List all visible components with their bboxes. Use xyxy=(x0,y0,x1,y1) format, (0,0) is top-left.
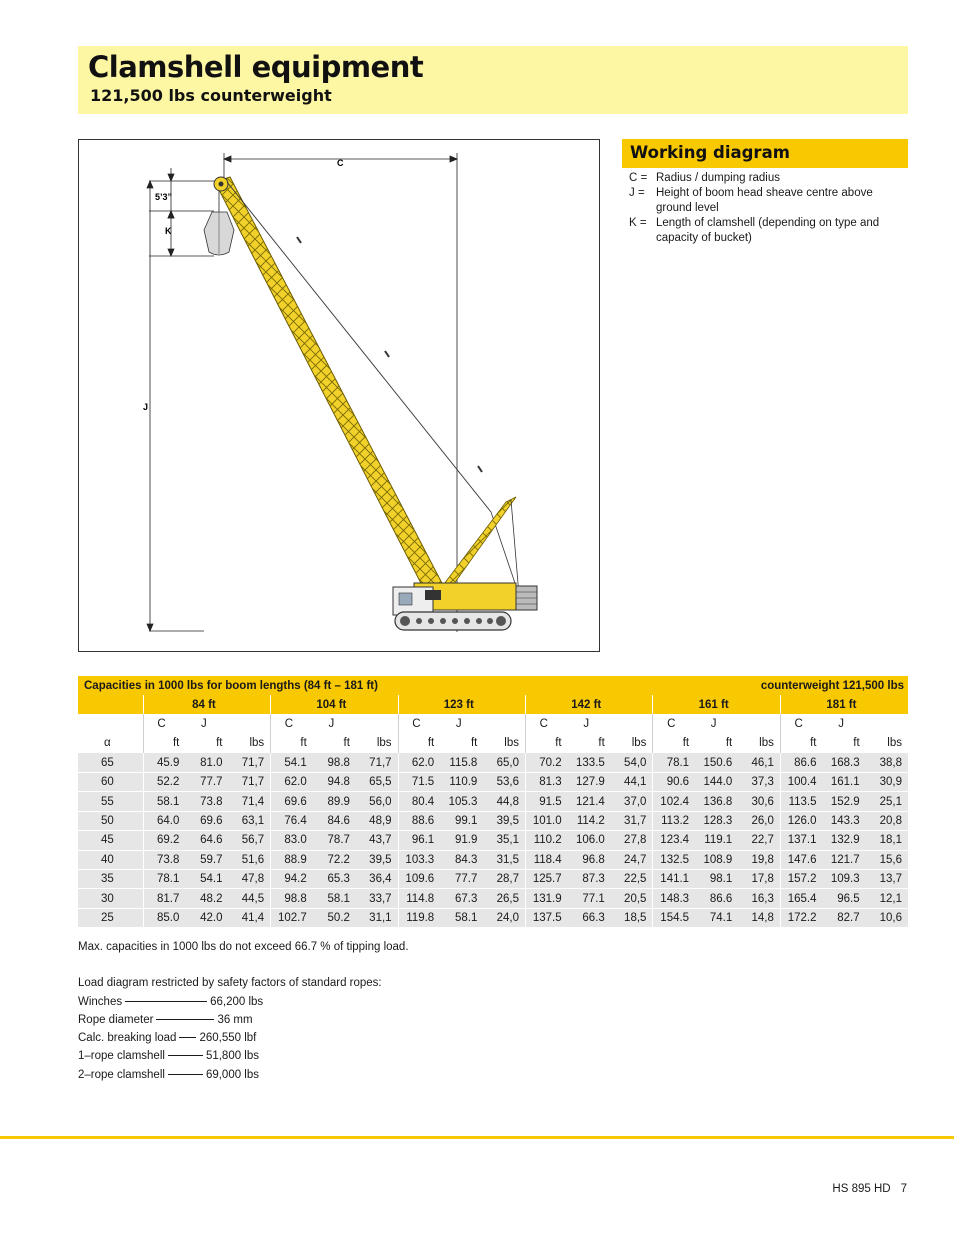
value-cell: 152.9 xyxy=(823,792,866,811)
value-cell: 77.7 xyxy=(185,773,228,792)
value-cell: 121.7 xyxy=(823,850,866,869)
value-cell: 102.7 xyxy=(271,908,313,927)
column-header-row xyxy=(78,714,908,733)
crane-mast xyxy=(441,497,519,595)
value-cell: 18,1 xyxy=(866,831,908,850)
value-cell: 66.3 xyxy=(568,908,611,927)
column-c-header: C xyxy=(143,714,185,733)
unit-header: lbs xyxy=(759,737,774,750)
value-cell: 172.2 xyxy=(780,908,822,927)
value-cell: 86.6 xyxy=(695,889,738,908)
value-cell: 20,8 xyxy=(866,811,908,830)
value-cell: 53,6 xyxy=(483,773,525,792)
spec-label: Rope diameter xyxy=(78,1013,154,1026)
value-cell: 88.9 xyxy=(271,850,313,869)
table-title: Capacities in 1000 lbs for boom lengths (84 ft – 181 ft) xyxy=(78,676,611,695)
value-cell: 67.3 xyxy=(440,889,483,908)
value-cell: 30,9 xyxy=(866,773,908,792)
table-row xyxy=(78,831,908,850)
value-cell: 96.1 xyxy=(398,831,440,850)
value-cell: 105.3 xyxy=(440,792,483,811)
crane-upper-carriage xyxy=(393,583,537,615)
value-cell: 10,6 xyxy=(866,908,908,927)
value-cell: 94.2 xyxy=(271,870,313,889)
value-cell: 56,0 xyxy=(356,792,398,811)
boom-length-header: 104 ft xyxy=(271,695,398,714)
column-j-header: J xyxy=(838,718,844,731)
value-cell: 137.5 xyxy=(525,908,567,927)
value-cell: 81.3 xyxy=(525,773,567,792)
value-cell: 113.5 xyxy=(780,792,822,811)
value-cell: 39,5 xyxy=(356,850,398,869)
value-cell: 128.3 xyxy=(695,811,738,830)
table-row xyxy=(78,811,908,830)
value-cell: 48.2 xyxy=(185,889,228,908)
page-number: 7 xyxy=(900,1183,907,1195)
value-cell: 119.8 xyxy=(398,908,440,927)
alpha-header: α xyxy=(104,737,111,750)
value-cell: 69.2 xyxy=(143,831,185,850)
value-cell: 44,5 xyxy=(229,889,271,908)
value-cell: 54.1 xyxy=(185,870,228,889)
value-cell: 74.1 xyxy=(695,908,738,927)
spec-rope-diameter xyxy=(78,1011,409,1029)
value-cell: 18,5 xyxy=(611,908,653,927)
value-cell: 125.7 xyxy=(525,870,567,889)
unit-header: lbs xyxy=(376,737,392,750)
value-cell: 77.1 xyxy=(568,889,611,908)
table-row xyxy=(78,889,908,908)
column-j-header: J xyxy=(455,718,462,731)
value-cell: 81.0 xyxy=(185,753,228,772)
angle-cell: 60 xyxy=(78,773,143,792)
value-cell: 35,1 xyxy=(483,831,525,850)
value-cell: 62.0 xyxy=(271,773,313,792)
legend-text: Height of boom head sheave centre above ground level xyxy=(656,187,873,214)
angle-cell: 40 xyxy=(78,850,143,869)
value-cell: 78.7 xyxy=(313,831,356,850)
value-cell: 84.3 xyxy=(440,850,483,869)
value-cell: 131.9 xyxy=(525,889,567,908)
value-cell: 85.0 xyxy=(143,908,185,927)
crane-illustration xyxy=(79,140,601,653)
table-title-row xyxy=(78,676,908,695)
value-cell: 110.2 xyxy=(525,831,567,850)
value-cell: 118.4 xyxy=(525,850,567,869)
value-cell: 70.2 xyxy=(525,753,567,772)
clamshell-bucket xyxy=(204,212,234,255)
label-j: J xyxy=(143,402,149,412)
boom-length-header: 181 ft xyxy=(780,695,908,714)
unit-header: ft xyxy=(343,737,350,750)
unit-header: lbs xyxy=(249,737,265,750)
unit-header: lbs xyxy=(887,737,902,750)
spec-label: Winches xyxy=(78,995,123,1008)
value-cell: 46,1 xyxy=(738,753,780,772)
boom-length-header: 142 ft xyxy=(525,695,652,714)
value-cell: 101.0 xyxy=(525,811,567,830)
value-cell: 54.1 xyxy=(271,753,313,772)
value-cell: 20,5 xyxy=(611,889,653,908)
legend-key: J = xyxy=(629,187,645,199)
value-cell: 47,8 xyxy=(229,870,271,889)
value-cell: 113.2 xyxy=(653,811,695,830)
value-cell: 59.7 xyxy=(185,850,228,869)
value-cell: 26,0 xyxy=(738,811,780,830)
table-row xyxy=(78,753,908,772)
value-cell: 96.5 xyxy=(823,889,866,908)
value-cell: 43,7 xyxy=(356,831,398,850)
unit-header: ft xyxy=(470,737,478,750)
legend-text: Radius / dumping radius xyxy=(656,172,781,184)
value-cell: 24,0 xyxy=(483,908,525,927)
value-cell: 50.2 xyxy=(313,908,356,927)
table-row xyxy=(78,870,908,889)
value-cell: 102.4 xyxy=(653,792,695,811)
title-banner xyxy=(78,46,908,114)
spec-value: 66,200 lbs xyxy=(210,995,264,1008)
angle-cell: 30 xyxy=(78,889,143,908)
label-offset: 5’3” xyxy=(155,192,173,202)
max-capacity-note: Max. capacities in 1000 lbs do not exceed 66.7 % of tipping load. xyxy=(78,941,409,953)
column-c-header: C xyxy=(271,714,313,733)
value-cell: 114.2 xyxy=(568,811,611,830)
value-cell: 98.8 xyxy=(271,889,313,908)
spec-1-rope-clamshell xyxy=(78,1047,409,1065)
value-cell: 98.8 xyxy=(313,753,356,772)
value-cell: 91.9 xyxy=(440,831,483,850)
legend-text: Length of clamshell (depending on type and capacity of bucket) xyxy=(656,217,880,244)
spec-label: 1–rope clamshell xyxy=(78,1050,165,1063)
value-cell: 65.3 xyxy=(313,870,356,889)
value-cell: 15,6 xyxy=(866,850,908,869)
angle-cell: 55 xyxy=(78,792,143,811)
unit-header-row xyxy=(78,734,908,753)
value-cell: 41,4 xyxy=(229,908,271,927)
value-cell: 71,7 xyxy=(356,753,398,772)
value-cell: 28,7 xyxy=(483,870,525,889)
value-cell: 38,8 xyxy=(866,753,908,772)
value-cell: 63,1 xyxy=(229,811,271,830)
angle-cell: 25 xyxy=(78,908,143,927)
value-cell: 58.1 xyxy=(143,792,185,811)
unit-header: ft xyxy=(271,734,313,753)
footer-rule xyxy=(0,1136,954,1139)
value-cell: 141.1 xyxy=(653,870,695,889)
legend-item-j xyxy=(629,186,904,216)
value-cell: 136.8 xyxy=(695,792,738,811)
value-cell: 127.9 xyxy=(568,773,611,792)
value-cell: 157.2 xyxy=(780,870,822,889)
value-cell: 73.8 xyxy=(185,792,228,811)
value-cell: 161.1 xyxy=(823,773,866,792)
label-c: C xyxy=(337,158,344,168)
value-cell: 147.6 xyxy=(780,850,822,869)
value-cell: 64.0 xyxy=(143,811,185,830)
unit-header: ft xyxy=(853,737,860,750)
legend-key: C = xyxy=(629,172,648,184)
spec-label: 2–rope clamshell xyxy=(78,1068,165,1081)
spec-winches xyxy=(78,993,409,1011)
value-cell: 144.0 xyxy=(695,773,738,792)
label-k: K xyxy=(165,226,172,236)
value-cell: 110.9 xyxy=(440,773,483,792)
value-cell: 30,6 xyxy=(738,792,780,811)
value-cell: 33,7 xyxy=(356,889,398,908)
unit-header: ft xyxy=(725,737,733,750)
value-cell: 103.3 xyxy=(398,850,440,869)
table-row xyxy=(78,850,908,869)
value-cell: 109.6 xyxy=(398,870,440,889)
value-cell: 58.1 xyxy=(440,908,483,927)
value-cell: 121.4 xyxy=(568,792,611,811)
value-cell: 78.1 xyxy=(653,753,695,772)
unit-header: ft xyxy=(216,737,223,750)
boom-corner xyxy=(78,695,143,714)
boom-length-header: 123 ft xyxy=(398,695,525,714)
model-name: HS 895 HD xyxy=(832,1183,891,1195)
value-cell: 65,5 xyxy=(356,773,398,792)
unit-header: ft xyxy=(398,734,440,753)
page-title: Clamshell equipment xyxy=(88,50,424,84)
value-cell: 17,8 xyxy=(738,870,780,889)
crane-crawler xyxy=(395,612,511,630)
crane-boom xyxy=(214,177,444,595)
value-cell: 13,7 xyxy=(866,870,908,889)
value-cell: 54,0 xyxy=(611,753,653,772)
value-cell: 45.9 xyxy=(143,753,185,772)
value-cell: 24,7 xyxy=(611,850,653,869)
value-cell: 58.1 xyxy=(313,889,356,908)
value-cell: 132.5 xyxy=(653,850,695,869)
value-cell: 94.8 xyxy=(313,773,356,792)
column-j-header: J xyxy=(328,718,335,731)
value-cell: 71.5 xyxy=(398,773,440,792)
value-cell: 150.6 xyxy=(695,753,738,772)
column-c-header: C xyxy=(780,714,822,733)
value-cell: 80.4 xyxy=(398,792,440,811)
value-cell: 89.9 xyxy=(313,792,356,811)
value-cell: 42.0 xyxy=(185,908,228,927)
boom-length-header: 84 ft xyxy=(143,695,270,714)
value-cell: 98.1 xyxy=(695,870,738,889)
value-cell: 115.8 xyxy=(440,753,483,772)
unit-header: ft xyxy=(780,734,822,753)
boom-length-row xyxy=(78,695,908,714)
table-row xyxy=(78,773,908,792)
value-cell: 27,8 xyxy=(611,831,653,850)
unit-header: lbs xyxy=(631,737,647,750)
value-cell: 88.6 xyxy=(398,811,440,830)
value-cell: 133.5 xyxy=(568,753,611,772)
value-cell: 165.4 xyxy=(780,889,822,908)
value-cell: 114.8 xyxy=(398,889,440,908)
value-cell: 96.8 xyxy=(568,850,611,869)
spec-value: 69,000 lbs xyxy=(205,1068,260,1081)
spec-value: 36 mm xyxy=(217,1013,253,1026)
value-cell: 132.9 xyxy=(823,831,866,850)
column-j-header: J xyxy=(583,718,590,731)
column-j-header: J xyxy=(710,718,717,731)
working-diagram-heading xyxy=(622,139,908,168)
value-cell: 84.6 xyxy=(313,811,356,830)
value-cell: 126.0 xyxy=(780,811,822,830)
value-cell: 51,6 xyxy=(229,850,271,869)
capacity-table xyxy=(78,676,908,928)
value-cell: 22,7 xyxy=(738,831,780,850)
value-cell: 73.8 xyxy=(143,850,185,869)
value-cell: 31,5 xyxy=(483,850,525,869)
value-cell: 39,5 xyxy=(483,811,525,830)
unit-header: ft xyxy=(598,737,605,750)
value-cell: 168.3 xyxy=(823,753,866,772)
value-cell: 123.4 xyxy=(653,831,695,850)
restriction-intro: Load diagram restricted by safety factors of standard ropes: xyxy=(78,977,382,990)
value-cell: 12,1 xyxy=(866,889,908,908)
value-cell: 99.1 xyxy=(440,811,483,830)
value-cell: 19,8 xyxy=(738,850,780,869)
spec-2-rope-clamshell xyxy=(78,1066,409,1084)
value-cell: 72.2 xyxy=(313,850,356,869)
working-diagram-title: Working diagram xyxy=(630,143,790,162)
legend-key: K = xyxy=(629,217,647,229)
value-cell: 64.6 xyxy=(185,831,228,850)
angle-cell: 35 xyxy=(78,870,143,889)
value-cell: 44,8 xyxy=(483,792,525,811)
angle-cell: 45 xyxy=(78,831,143,850)
value-cell: 143.3 xyxy=(823,811,866,830)
value-cell: 37,3 xyxy=(738,773,780,792)
table-row xyxy=(78,792,908,811)
notes-section xyxy=(78,938,409,1084)
unit-header: ft xyxy=(143,734,185,753)
value-cell: 22,5 xyxy=(611,870,653,889)
value-cell: 36,4 xyxy=(356,870,398,889)
value-cell: 44,1 xyxy=(611,773,653,792)
value-cell: 109.3 xyxy=(823,870,866,889)
value-cell: 62.0 xyxy=(398,753,440,772)
value-cell: 137.1 xyxy=(780,831,822,850)
column-j-header: J xyxy=(201,718,207,731)
spec-breaking-load xyxy=(78,1029,409,1047)
column-c-header: C xyxy=(398,714,440,733)
page-footer xyxy=(832,1183,907,1195)
unit-header: lbs xyxy=(504,737,519,750)
value-cell: 106.0 xyxy=(568,831,611,850)
diagram-legend xyxy=(629,171,904,246)
value-cell: 25,1 xyxy=(866,792,908,811)
value-cell: 48,9 xyxy=(356,811,398,830)
value-cell: 52.2 xyxy=(143,773,185,792)
legend-item-c xyxy=(629,171,904,186)
page-subtitle: 121,500 lbs counterweight xyxy=(90,86,332,105)
unit-header: ft xyxy=(525,734,567,753)
angle-cell: 50 xyxy=(78,811,143,830)
value-cell: 26,5 xyxy=(483,889,525,908)
value-cell: 69.6 xyxy=(185,811,228,830)
value-cell: 154.5 xyxy=(653,908,695,927)
table-row xyxy=(78,908,908,927)
value-cell: 148.3 xyxy=(653,889,695,908)
spec-value: 260,550 lbf xyxy=(199,1032,257,1045)
value-cell: 37,0 xyxy=(611,792,653,811)
value-cell: 91.5 xyxy=(525,792,567,811)
value-cell: 77.7 xyxy=(440,870,483,889)
value-cell: 71,7 xyxy=(229,773,271,792)
column-c-header: C xyxy=(653,714,695,733)
value-cell: 78.1 xyxy=(143,870,185,889)
value-cell: 119.1 xyxy=(695,831,738,850)
value-cell: 31,7 xyxy=(611,811,653,830)
value-cell: 90.6 xyxy=(653,773,695,792)
crane-diagram xyxy=(78,139,600,652)
value-cell: 100.4 xyxy=(780,773,822,792)
value-cell: 76.4 xyxy=(271,811,313,830)
column-c-header: C xyxy=(525,714,567,733)
legend-item-k xyxy=(629,216,904,246)
value-cell: 71,7 xyxy=(229,753,271,772)
spec-value: 51,800 lbs xyxy=(205,1050,260,1063)
boom-length-header: 161 ft xyxy=(653,695,780,714)
value-cell: 81.7 xyxy=(143,889,185,908)
value-cell: 86.6 xyxy=(780,753,822,772)
value-cell: 82.7 xyxy=(823,908,866,927)
value-cell: 56,7 xyxy=(229,831,271,850)
value-cell: 71,4 xyxy=(229,792,271,811)
value-cell: 31,1 xyxy=(356,908,398,927)
spec-label: Calc. breaking load xyxy=(78,1032,177,1045)
value-cell: 83.0 xyxy=(271,831,313,850)
angle-cell: 65 xyxy=(78,753,143,772)
value-cell: 87.3 xyxy=(568,870,611,889)
value-cell: 14,8 xyxy=(738,908,780,927)
value-cell: 65,0 xyxy=(483,753,525,772)
table-counterweight: counterweight 121,500 lbs xyxy=(611,676,908,695)
value-cell: 16,3 xyxy=(738,889,780,908)
value-cell: 108.9 xyxy=(695,850,738,869)
value-cell: 69.6 xyxy=(271,792,313,811)
unit-header: ft xyxy=(653,734,695,753)
